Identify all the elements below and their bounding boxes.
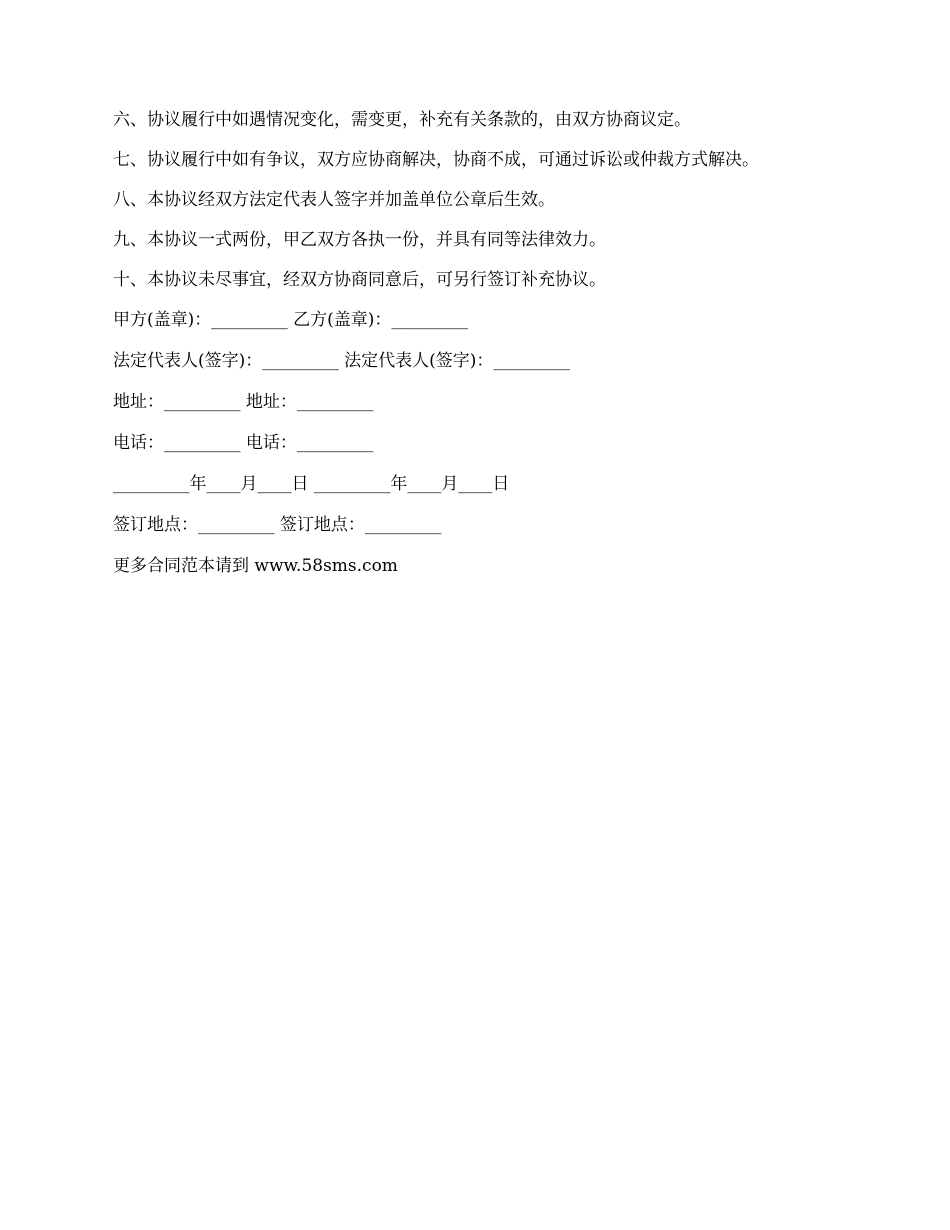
clause-9: 九、本协议一式两份，甲乙双方各执一份，并具有同等法律效力。 — [113, 230, 606, 250]
clause-8: 八、本协议经双方法定代表人签字并加盖单位公章后生效。 — [113, 190, 555, 210]
date-line: _________年____月____日 _________年____月____日 — [113, 474, 510, 494]
phone-line: 电话：_________ 电话：_________ — [113, 433, 374, 453]
signing-place-line: 签订地点：_________ 签订地点：_________ — [113, 515, 442, 535]
clause-10: 十、本协议未尽事宜，经双方协商同意后，可另行签订补充协议。 — [113, 270, 606, 290]
clause-6: 六、协议履行中如遇情况变化，需变更，补充有关条款的，由双方协商议定。 — [113, 110, 691, 130]
representative-sign-line: 法定代表人(签字)：_________ 法定代表人(签字)：_________ — [113, 351, 570, 371]
party-seal-line: 甲方(盖章)：_________ 乙方(盖章)：_________ — [113, 310, 468, 330]
document-page — [113, 110, 873, 596]
clause-7: 七、协议履行中如有争议，双方应协商解决，协商不成，可通过诉讼或仲裁方式解决。 — [113, 150, 759, 170]
address-line: 地址：_________ 地址：_________ — [113, 392, 374, 412]
footer-note: 更多合同范本请到 www.58sms.com — [113, 556, 398, 576]
